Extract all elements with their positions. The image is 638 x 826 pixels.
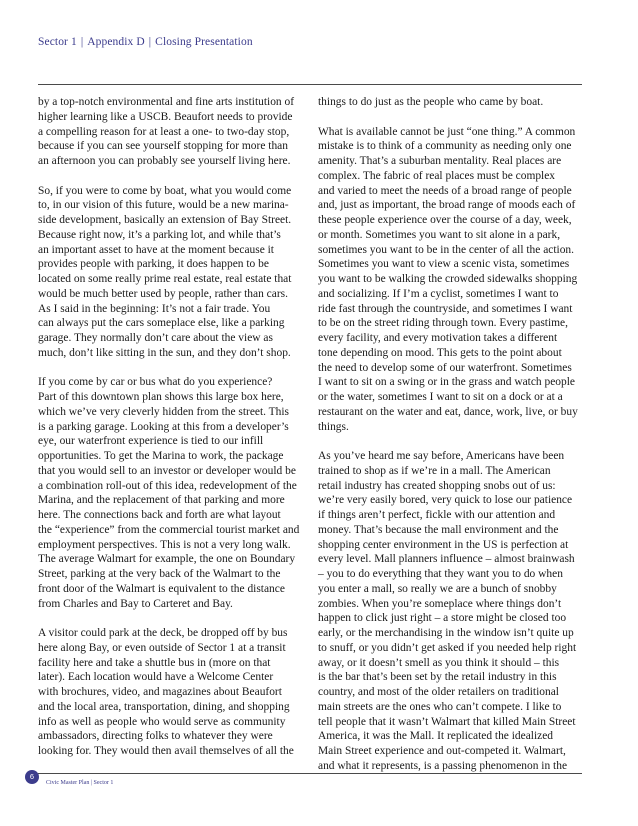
- text-line: provides people with parking, it does happen to be: [38, 258, 269, 271]
- text-line: garage. They normally don’t care about the view as: [38, 332, 273, 344]
- text-line: things to do just as the people who came by boat.: [318, 96, 544, 108]
- left-text-column: [38, 95, 306, 774]
- text-line: early, or the merchandising in the window isn’t quite up: [318, 627, 574, 639]
- text-line: and socializing. If I’m a cyclist, sometimes I want to: [318, 287, 559, 300]
- text-line: with brochures, video, and magazines about Beaufort: [38, 686, 282, 698]
- text-line: restaurant on the water and eat, dance, work, live, or buy: [318, 405, 578, 418]
- header-appendix: Appendix D: [87, 36, 145, 48]
- paragraph: [38, 375, 306, 611]
- text-line: by a top-notch environmental and fine arts institution of: [38, 96, 295, 108]
- text-line: facility here and take a shuttle bus in (more on that: [38, 656, 271, 669]
- text-line: As you’ve heard me say before, Americans have been: [318, 450, 565, 462]
- text-line: an important asset to have at the moment because it: [38, 243, 274, 256]
- header-section: Closing Presentation: [155, 36, 253, 48]
- text-line: If you come by car or bus what do you experience?: [38, 376, 273, 389]
- text-line: to, in our vision of this future, would be a new marina-: [38, 199, 289, 212]
- text-line: which we’ve very cleverly hidden from the street. This: [38, 405, 290, 418]
- text-line: the “experience” from the commercial tourist market and: [38, 523, 300, 536]
- text-line: country, and most of the older retailers on traditional: [318, 686, 559, 698]
- footer-title: Civic Master Plan | Sector 1: [46, 780, 114, 786]
- paragraph: [38, 626, 306, 759]
- text-line: higher learning like a USCB. Beaufort needs to provide: [38, 110, 293, 123]
- text-line: you enter a mall, so really we are a bunch of snobby: [318, 582, 557, 595]
- text-line: eye, our waterfront experience is tied to our infill: [38, 435, 264, 448]
- text-line: What is available cannot be just “one thing.” A common: [318, 125, 576, 138]
- text-line: complex. The fabric of real places must be complex: [318, 169, 556, 182]
- text-line: front door of the Walmart is equivalent to the distance: [38, 582, 285, 595]
- text-line: info as well as people who would serve as community: [38, 715, 286, 728]
- text-line: here. The connections back and forth are what layout: [38, 509, 281, 521]
- header-rule: [38, 84, 582, 85]
- text-line: or month. Sometimes you want to sit alone in a park,: [318, 228, 561, 241]
- text-line: every facility, and every motivation takes a different: [318, 332, 558, 344]
- text-line: amenity. That’s a suburban mentality. Real places are: [318, 155, 562, 167]
- text-line: much, don’t like sitting in the sun, and they don’t shop.: [38, 346, 291, 359]
- text-line: we’re very easily bored, very quick to lose our patience: [318, 494, 573, 507]
- text-line: located on some really prime real estate, real estate that: [38, 273, 292, 285]
- text-line: retail industry has created shopping snobs out of us:: [318, 479, 556, 492]
- text-line: that you would sell to an investor or developer would be: [38, 464, 296, 477]
- text-line: and the local area, transportation, dining, and shopping: [38, 700, 290, 713]
- header-sector: Sector 1: [38, 36, 77, 48]
- text-line: sometimes you want to be in the center of all the action.: [318, 243, 574, 256]
- text-line: from Charles and Bay to Carteret and Bay.: [38, 597, 233, 610]
- text-line: a compelling reason for at least a one- to two-day stop,: [38, 125, 290, 138]
- text-line: things.: [318, 420, 349, 433]
- text-line: The average Walmart for example, the one on Boundary: [38, 553, 296, 566]
- text-line: side development, basically an extension of Bay Street.: [38, 214, 292, 226]
- text-line: Sometimes you want to view a scenic vista, sometimes: [318, 258, 570, 271]
- text-line: you want to be walking the crowded sidewalks shopping: [318, 273, 578, 285]
- text-line: A visitor could park at the deck, be dropped off by bus: [38, 627, 288, 639]
- text-line: ride fast through the countryside, and sometimes I want: [318, 302, 573, 315]
- text-line: America, it was the Mall. It replicated the idealized: [318, 730, 554, 743]
- text-line: trained to shop as if we’re in a mall. The American: [318, 464, 551, 477]
- text-line: Street, parking at the very back of the Walmart to the: [38, 568, 281, 580]
- paragraph: [318, 125, 582, 435]
- text-line: So, if you were to come by boat, what you would come: [38, 184, 292, 197]
- text-line: money. That’s because the mall environment and the: [318, 523, 559, 536]
- footer-rule: [38, 773, 582, 774]
- text-line: here along Bay, or even outside of Sector 1 at a transit: [38, 641, 286, 654]
- text-line: can always put the cars someplace else, like a parking: [38, 317, 285, 330]
- text-line: would be much better used by people, rather than cars.: [38, 287, 288, 300]
- text-line: employment perspectives. This is not a very long walk.: [38, 538, 291, 551]
- text-line: happen to click just right – a store might be closed too: [318, 612, 567, 625]
- text-line: and what it represents, is a passing phenomenon in the: [318, 759, 568, 772]
- text-line: I want to sit on a swing or in the grass and watch people: [318, 376, 575, 389]
- text-line: ambassadors, directing folks to whatever they were: [38, 730, 273, 743]
- text-line: Because right now, it’s a parking lot, and while that’s: [38, 228, 281, 241]
- text-line: to snuff, or you didn’t get asked if you needed help right: [318, 641, 577, 654]
- text-line: and varied to meet the needs of a broad range of people: [318, 184, 572, 197]
- text-line: or the water, sometimes I want to sit on a dock or at a: [318, 391, 563, 403]
- text-line: a combination roll-out of this idea, redevelopment of the: [38, 479, 297, 492]
- text-line: is the bar that’s been set by the retail industry in this: [318, 671, 557, 684]
- text-line: away, or it doesn’t smell as you think it should – this: [318, 656, 560, 669]
- paragraph: [38, 184, 306, 361]
- paragraph: [318, 449, 582, 774]
- header-separator: |: [148, 36, 152, 48]
- right-text-column: [318, 95, 582, 788]
- text-line: because if you can see yourself stopping for more than: [38, 140, 288, 153]
- text-line: these people experience over the course of a day, week,: [318, 214, 572, 226]
- text-line: if things aren’t perfect, fickle with our attention and: [318, 509, 556, 521]
- text-line: every level. Mall planners influence – almost brainwash: [318, 553, 575, 566]
- text-line: main streets are the ones who can’t compete. I like to: [318, 700, 562, 713]
- running-header: [38, 36, 253, 48]
- text-line: As I said in the beginning: It’s not a fair trade. You: [38, 302, 271, 315]
- text-line: an afternoon you can probably see yourself living here.: [38, 155, 291, 167]
- text-line: – you to do everything that they want you to do when: [318, 568, 563, 580]
- text-line: the need to develop some of our waterfront. Sometimes: [318, 361, 572, 374]
- text-line: Part of this downtown plan shows this large box here,: [38, 391, 284, 403]
- paragraph: [38, 95, 306, 169]
- page-number-badge: 6: [25, 770, 39, 784]
- text-line: is a parking garage. Looking at this from a developer’s: [38, 420, 289, 433]
- text-line: looking for. They would then avail themselves of all the: [38, 745, 294, 757]
- text-line: mistake is to think of a community as needing only one: [318, 140, 572, 153]
- text-line: zombies. When you’re someplace where things don’t: [318, 597, 562, 610]
- text-line: shopping center environment in the US is perfection at: [318, 538, 569, 551]
- text-line: tone depending on mood. This gets to the point about: [318, 346, 562, 359]
- text-line: and, just as important, the broad range of moods each of: [318, 199, 576, 212]
- text-line: to be on the street riding through town. Every pastime,: [318, 317, 568, 330]
- text-line: Main Street experience and out-competed it. Walmart,: [318, 745, 566, 757]
- text-line: opportunities. To get the Marina to work, the package: [38, 450, 284, 462]
- text-line: later). Each location would have a Welcome Center: [38, 671, 274, 684]
- text-line: Marina, and the replacement of that parking and more: [38, 494, 285, 507]
- header-separator: |: [80, 36, 84, 48]
- paragraph: [318, 95, 582, 110]
- text-line: tell people that it wasn’t Walmart that killed Main Street: [318, 715, 576, 728]
